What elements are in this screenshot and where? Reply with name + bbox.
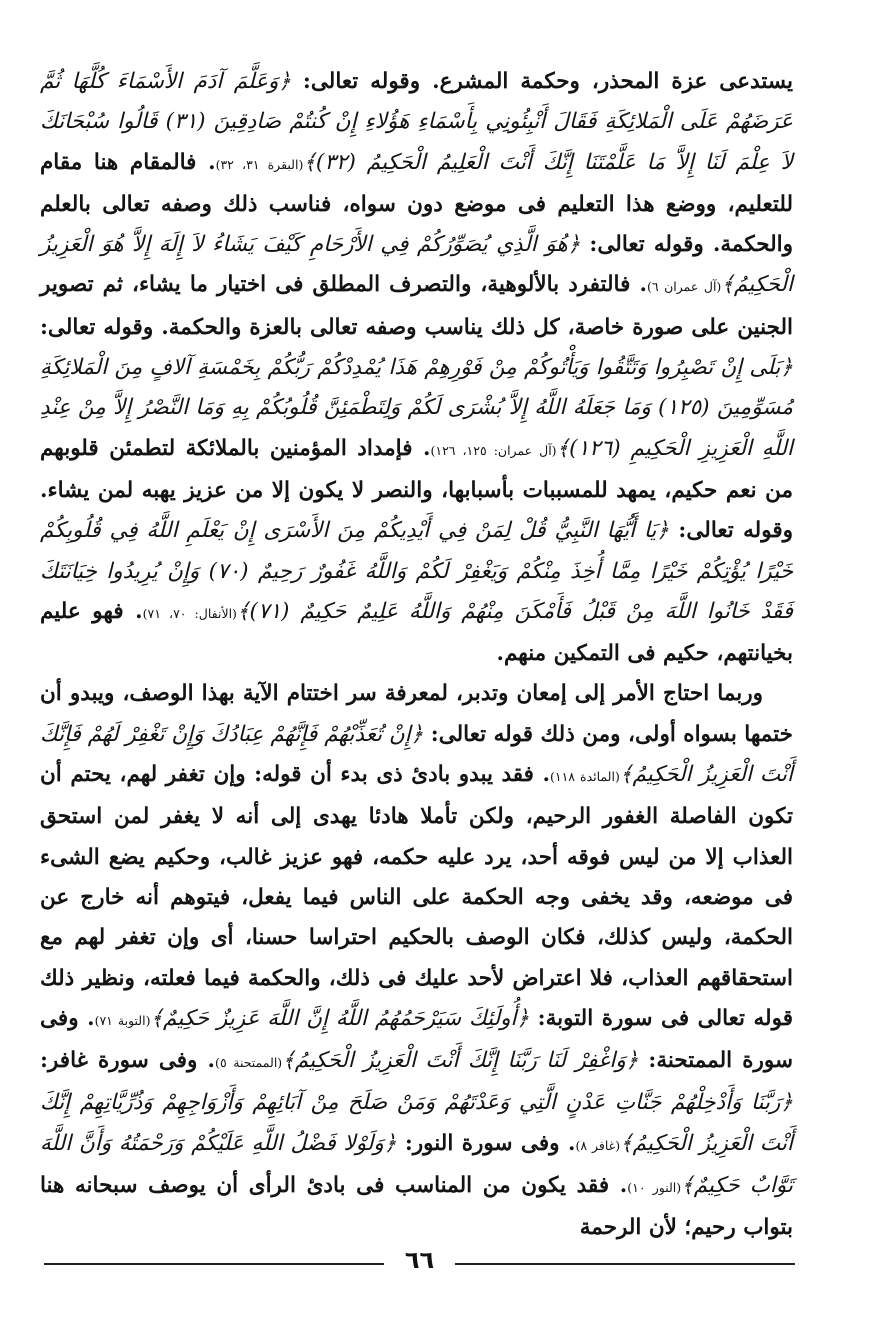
verse-reference: (الممتحنة ٥) — [215, 1055, 283, 1071]
body-text: . وفى سورة الممتحنة: — [40, 1005, 793, 1074]
verse-reference: (غافر ٨) — [575, 1137, 621, 1153]
quran-quote: ﴿إِنْ تُعَذِّبْهُمْ فَإِنَّهُمْ عِبَادُكَ وَإِنْ تَغْفِرْ لَهُمْ فَإِنَّكَ أَنْتَ الْعَزِيزُ الْحَكِيمُ﴾ — [40, 721, 793, 788]
quran-quote: ﴿يَا أَيُّهَا النَّبِيُّ قُلْ لِمَنْ فِي أَيْدِيكُمْ مِنَ الأَسْرَى إِنْ يَعْلَمِ اللَّهُ فِي قُلُوبِكُمْ خَيْرًا يُؤْتِكُمْ خَيْرًا مِمَّا أُخِذَ مِنْكُمْ وَيَغْفِرْ لَكُمْ وَاللَّهُ غَفُورٌ رَحِيمٌ (٧٠) وَإِنْ يُرِيدُوا خِيَانَتَكَ فَقَدْ خَانُوا اللَّهَ مِنْ قَبْلُ فَأَمْكَنَ مِنْهُمْ وَاللَّهُ عَلِيمٌ حَكِيمٌ (٧١)﴾ — [40, 518, 793, 624]
verse-reference: (البقرة ٣١، ٣٢) — [215, 156, 304, 172]
page-footer — [0, 1246, 875, 1296]
footer-rule-left — [44, 1263, 384, 1265]
page-body — [40, 62, 793, 1249]
paragraph — [40, 674, 793, 1248]
page-number: ٦٦ — [404, 1246, 435, 1274]
quran-quote: ﴿أُولَئِكَ سَيَرْحَمُهُمُ اللَّهُ إِنَّ اللَّهَ عَزِيزٌ حَكِيمٌ﴾ — [150, 1005, 530, 1031]
quran-quote: ﴿وَاغْفِرْ لَنَا رَبَّنَا إِنَّكَ أَنْتَ الْعَزِيزُ الْحَكِيمُ﴾ — [282, 1048, 639, 1074]
quran-quote: ﴿هُوَ الَّذِي يُصَوِّرُكُمْ فِي الأَرْحَامِ كَيْفَ يَشَاءُ لاَ إِلَهَ إِلاَّ هُوَ الْعَزِيزُ الْحَكِيمُ﴾ — [40, 232, 793, 298]
quran-quote: ﴿بَلَى إِنْ تَصْبِرُوا وَتَتَّقُوا وَيَأْتُوكُمْ مِنْ فَوْرِهِمْ هَذَا يُمْدِدْكُمْ رَبُّكُمْ بِخَمْسَةِ آلافٍ مِنَ الْمَلائِكَةِ مُسَوِّمِينَ (١٢٥) وَمَا جَعَلَهُ اللَّهُ إِلاَّ بُشْرَى لَكُمْ وَلِتَطْمَئِنَّ قُلُوبُكُمْ بِهِ وَمَا النَّصْرُ إِلاَّ مِنْ عِنْدِ اللَّهِ الْعَزِيزِ الْحَكِيمِ (١٢٦)﴾ — [40, 355, 793, 461]
body-text: . فإمداد المؤمنين بالملائكة لتطمئن قلوبهم من نعم حكيم، يمهد للمسببات بأسبابها، والنصر لا يكون إلا من عزيز يهبه لمن يشاء. وقوله تعالى: — [40, 435, 793, 544]
body-text: . فقد يكون من المناسب فى بادئ الرأى أن يوصف سبحانه هنا بتواب رحيم؛ لأن الرحمة — [40, 1173, 793, 1241]
body-text: . فالمقام هنا مقام للتعليم، ووضع هذا التعليم فى موضع دون سواه، فناسب ذلك وصفه تعالى بالعلم والحكمة. وقوله تعالى: — [40, 149, 794, 258]
body-text: يستدعى عزة المحذر، وحكمة المشرع. وقوله تعالى: — [290, 69, 793, 94]
verse-reference: (النور ١٠) — [627, 1180, 682, 1196]
verse-reference: (التوبة ٧١) — [94, 1012, 151, 1028]
body-text: . فهو عليم بخيانتهم، حكيم فى التمكين منهم. — [40, 598, 793, 667]
body-text: وربما احتاج الأمر إلى إمعان وتدبر، لمعرفة سر اختتام الآية بهذا الوصف، ويبدو أن ختمها بسواه أولى، ومن ذلك قوله تعالى: — [40, 681, 793, 747]
footer-rule-right — [455, 1263, 795, 1265]
body-text: . فقد يبدو بادئ ذى بدء أن قوله: وإن تغفر لهم، يحتم أن تكون الفاصلة الغفور الرحيم، ولكن تأملا هادئا يهدى إلى أنه لا يغفر لمن استحق العذاب إلا من ليس فوقه أحد، يرد عليه حكمه، فهو عزيز غالب، وحكيم يضع الشىء فى موضعه، وقد يخفى وجه الحكمة على الناس فيما يفعل، فيتوهم أنه خارج عن الحكمة، وليس كذلك، فكان الوصف بالحكيم احتراسا حسنا، أى وإن تغفر لهم مع استحقاقهم العذاب، فلا اعتراض لأحد عليك فى ذلك، والحكمة فيما فعلته، ونظير ذلك قوله تعالى فى سورة التوبة: — [40, 762, 793, 1031]
paragraph — [40, 62, 793, 674]
body-text: . وفى سورة النور: — [396, 1130, 576, 1156]
quran-quote: ﴿وَلَوْلا فَضْلُ اللَّهِ عَلَيْكُمْ وَرَحْمَتُهُ وَأَنَّ اللَّهَ تَوَّابٌ حَكِيمٌ﴾ — [40, 1130, 793, 1199]
verse-reference: (المائدة ١١٨) — [549, 769, 620, 785]
verse-reference: (آل عمران ٦) — [646, 279, 722, 295]
quran-quote: ﴿وَعَلَّمَ آدَمَ الأَسْمَاءَ كُلَّهَا ثُمَّ عَرَضَهُمْ عَلَى الْمَلائِكَةِ فَقَالَ أَنْبِئُونِي بِأَسْمَاءِ هَؤُلاءِ إِنْ كُنتُمْ صَادِقِينَ (٣١) قَالُوا سُبْحَانَكَ لاَ عِلْمَ لَنَا إِلاَّ مَا عَلَّمْتَنَا إِنَّكَ أَنْتَ الْعَلِيمُ الْحَكِيمُ (٣٢)﴾ — [40, 69, 793, 175]
verse-reference: (الأنفال: ٧٠، ٧١) — [142, 605, 237, 621]
body-text: . وفى سورة غافر: — [40, 1048, 216, 1074]
quran-quote: ﴿رَبَّنَا وَأَدْخِلْهُمْ جَنَّاتِ عَدْنٍ الَّتِي وَعَدْتَهُمْ وَمَنْ صَلَحَ مِنْ آبَائِهِمْ وَأَزْوَاجِهِمْ وَذُرِّيَّاتِهِمْ إِنَّكَ أَنْتَ الْعَزِيزُ الْحَكِيمُ﴾ — [40, 1090, 793, 1156]
body-text: . فالتفرد بالألوهية، والتصرف المطلق فى اختيار ما يشاء، ثم تصوير الجنين على صورة خاصة، كل ذلك يناسب وصفه تعالى بالعزة والحكمة. وقوله تعالى: — [40, 272, 793, 340]
verse-reference: (آل عمران: ١٢٥، ١٢٦) — [430, 442, 557, 458]
